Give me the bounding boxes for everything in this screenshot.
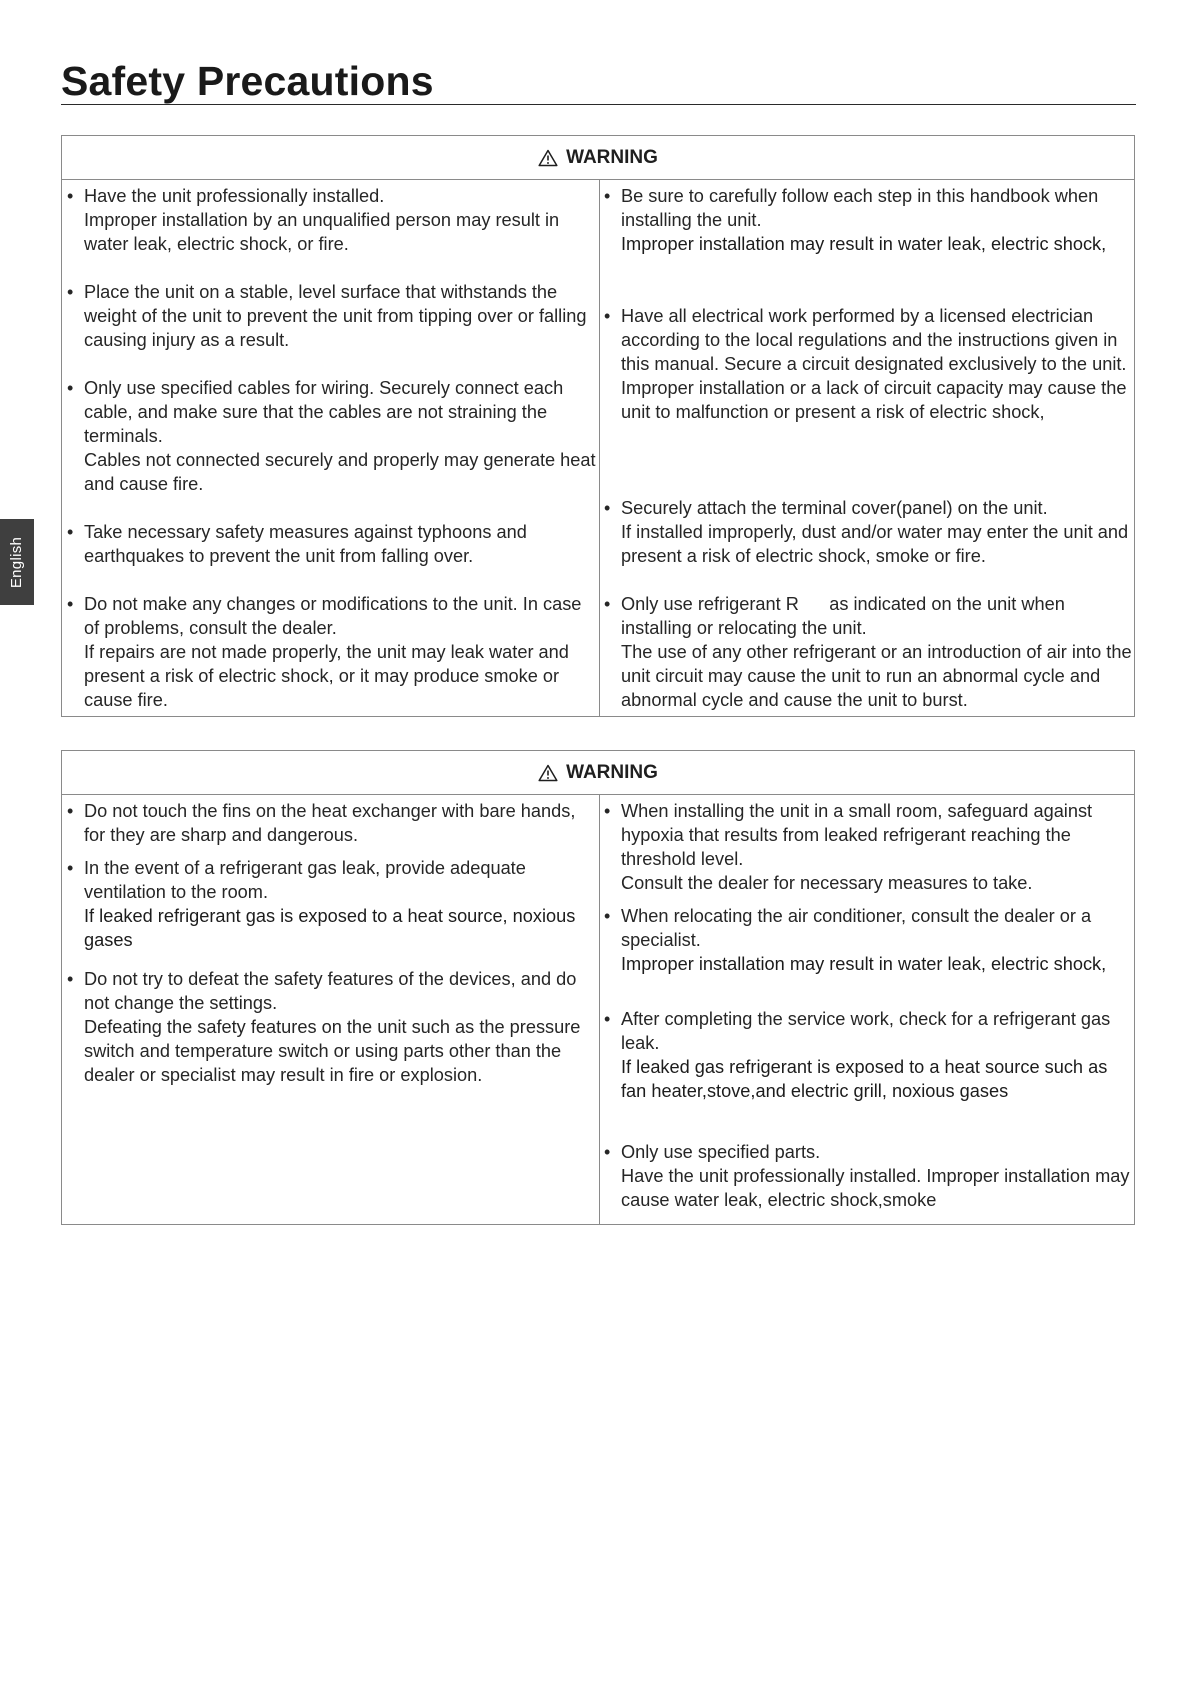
- warning-item-text: When installing the unit in a small room, safeguard against hypoxia that results from leaked refrigerant reaching the threshold level.: [621, 801, 1093, 869]
- bullet-icon: •: [67, 858, 74, 878]
- warning-item: [604, 1140, 1134, 1212]
- warning-item: [67, 184, 597, 256]
- warning-item-consequence: Improper installation may result in water leak, electric shock,: [621, 234, 1107, 254]
- warning-item-text: Have the unit professionally installed.: [84, 186, 385, 206]
- warning-item: [67, 856, 597, 952]
- bullet-icon: •: [67, 522, 74, 542]
- warning-item-text: Do not touch the fins on the heat exchanger with bare hands, for they are sharp and dangerous.: [84, 801, 576, 845]
- warning-header: [62, 751, 1134, 795]
- bullet-icon: •: [604, 906, 611, 926]
- warning-item: [604, 184, 1134, 256]
- column-divider: [599, 795, 600, 1224]
- warning-item: [604, 904, 1134, 976]
- warning-item: [67, 376, 597, 496]
- warning-item: [67, 799, 597, 847]
- warning-item-text: Be sure to carefully follow each step in this handbook when installing the unit.: [621, 186, 1099, 230]
- warning-item-consequence: Defeating the safety features on the unit such as the pressure switch and temperature switch or using parts other than the dealer or specialist may result in fire or explosion.: [84, 1017, 581, 1085]
- warning-box-1: [61, 135, 1135, 717]
- bullet-icon: •: [67, 378, 74, 398]
- warning-item: [67, 520, 597, 568]
- warning-triangle-icon: [538, 764, 558, 782]
- warning-item: [67, 967, 597, 1087]
- warning-item: [67, 592, 597, 712]
- warning-item-consequence: Have the unit professionally installed. Improper installation may cause water leak, electric shock,smoke: [621, 1166, 1130, 1210]
- title-divider: [61, 104, 1136, 105]
- column-divider: [599, 180, 600, 716]
- warning-item-text: Place the unit on a stable, level surface that withstands the weight of the unit to prevent the unit from tipping over or falling causing injury as a result.: [84, 282, 587, 350]
- bullet-icon: •: [604, 498, 611, 518]
- warning-item-consequence: If installed improperly, dust and/or water may enter the unit and present a risk of electric shock, smoke or fire.: [621, 522, 1129, 566]
- warning-item-consequence: If leaked gas refrigerant is exposed to a heat source such as fan heater,stove,and electric grill, noxious gases: [621, 1057, 1108, 1101]
- warning-item-text: Take necessary safety measures against typhoons and earthquakes to prevent the unit from falling over.: [84, 522, 527, 566]
- bullet-icon: •: [604, 186, 611, 206]
- warning-item-consequence: If leaked refrigerant gas is exposed to a heat source, noxious gases: [84, 906, 576, 950]
- warning-item-text: Do not make any changes or modifications to the unit. In case of problems, consult the dealer.: [84, 594, 582, 638]
- bullet-icon: •: [67, 801, 74, 821]
- warning-item: [67, 280, 597, 352]
- warning-item-text: Only use refrigerant R as indicated on the unit when installing or relocating the unit.: [621, 594, 1070, 638]
- bullet-icon: •: [67, 282, 74, 302]
- bullet-icon: •: [67, 186, 74, 206]
- warning-header-label: WARNING: [566, 146, 658, 168]
- bullet-icon: •: [604, 306, 611, 326]
- page-title: Safety Precautions: [61, 58, 434, 104]
- language-side-tab-label: English: [8, 536, 26, 588]
- bullet-icon: •: [67, 969, 74, 989]
- language-side-tab: [0, 519, 34, 605]
- warning-item-consequence: If repairs are not made properly, the unit may leak water and present a risk of electric shock, or it may produce smoke or cause fire.: [84, 642, 569, 710]
- warning-item: [604, 592, 1134, 712]
- warning-header-label: WARNING: [566, 761, 658, 783]
- warning-item-text: When relocating the air conditioner, consult the dealer or a specialist.: [621, 906, 1092, 950]
- warning-item-consequence: The use of any other refrigerant or an introduction of air into the unit circuit may cause the unit to run an abnormal cycle and abnormal cycle and cause the unit to burst.: [621, 642, 1132, 710]
- warning-item: [604, 1007, 1134, 1103]
- warning-item-text: Do not try to defeat the safety features of the devices, and do not change the settings.: [84, 969, 577, 1013]
- bullet-icon: •: [604, 1009, 611, 1029]
- bullet-icon: •: [604, 594, 611, 614]
- warning-item-text: Securely attach the terminal cover(panel) on the unit.: [621, 498, 1048, 518]
- bullet-icon: •: [604, 801, 611, 821]
- bullet-icon: •: [67, 594, 74, 614]
- warning-item: [604, 799, 1134, 895]
- warning-item-text: In the event of a refrigerant gas leak, provide adequate ventilation to the room.: [84, 858, 526, 902]
- warning-header: [62, 136, 1134, 180]
- warning-triangle-icon: [538, 149, 558, 167]
- warning-item-consequence: Improper installation may result in water leak, electric shock,: [621, 954, 1107, 974]
- warning-item: [604, 304, 1134, 424]
- warning-item-text: After completing the service work, check for a refrigerant gas leak.: [621, 1009, 1111, 1053]
- bullet-icon: •: [604, 1142, 611, 1162]
- warning-item: [604, 496, 1134, 568]
- warning-item-consequence: Consult the dealer for necessary measures to take.: [621, 873, 1033, 893]
- warning-item-consequence: Improper installation or a lack of circuit capacity may cause the unit to malfunction or present a risk of electric shock,: [621, 378, 1127, 422]
- warning-item-text: Have all electrical work performed by a licensed electrician according to the local regulations and the instructions given in this manual. Secure a circuit designated exclusively to the unit.: [621, 306, 1127, 374]
- warning-item-consequence: Improper installation by an unqualified person may result in water leak, electric shock, or fire.: [84, 210, 560, 254]
- warning-item-text: Only use specified parts.: [621, 1142, 821, 1162]
- warning-item-text: Only use specified cables for wiring. Securely connect each cable, and make sure that the cables are not straining the terminals.: [84, 378, 564, 446]
- warning-box-2: [61, 750, 1135, 1225]
- warning-item-consequence: Cables not connected securely and properly may generate heat and cause fire.: [84, 450, 596, 494]
